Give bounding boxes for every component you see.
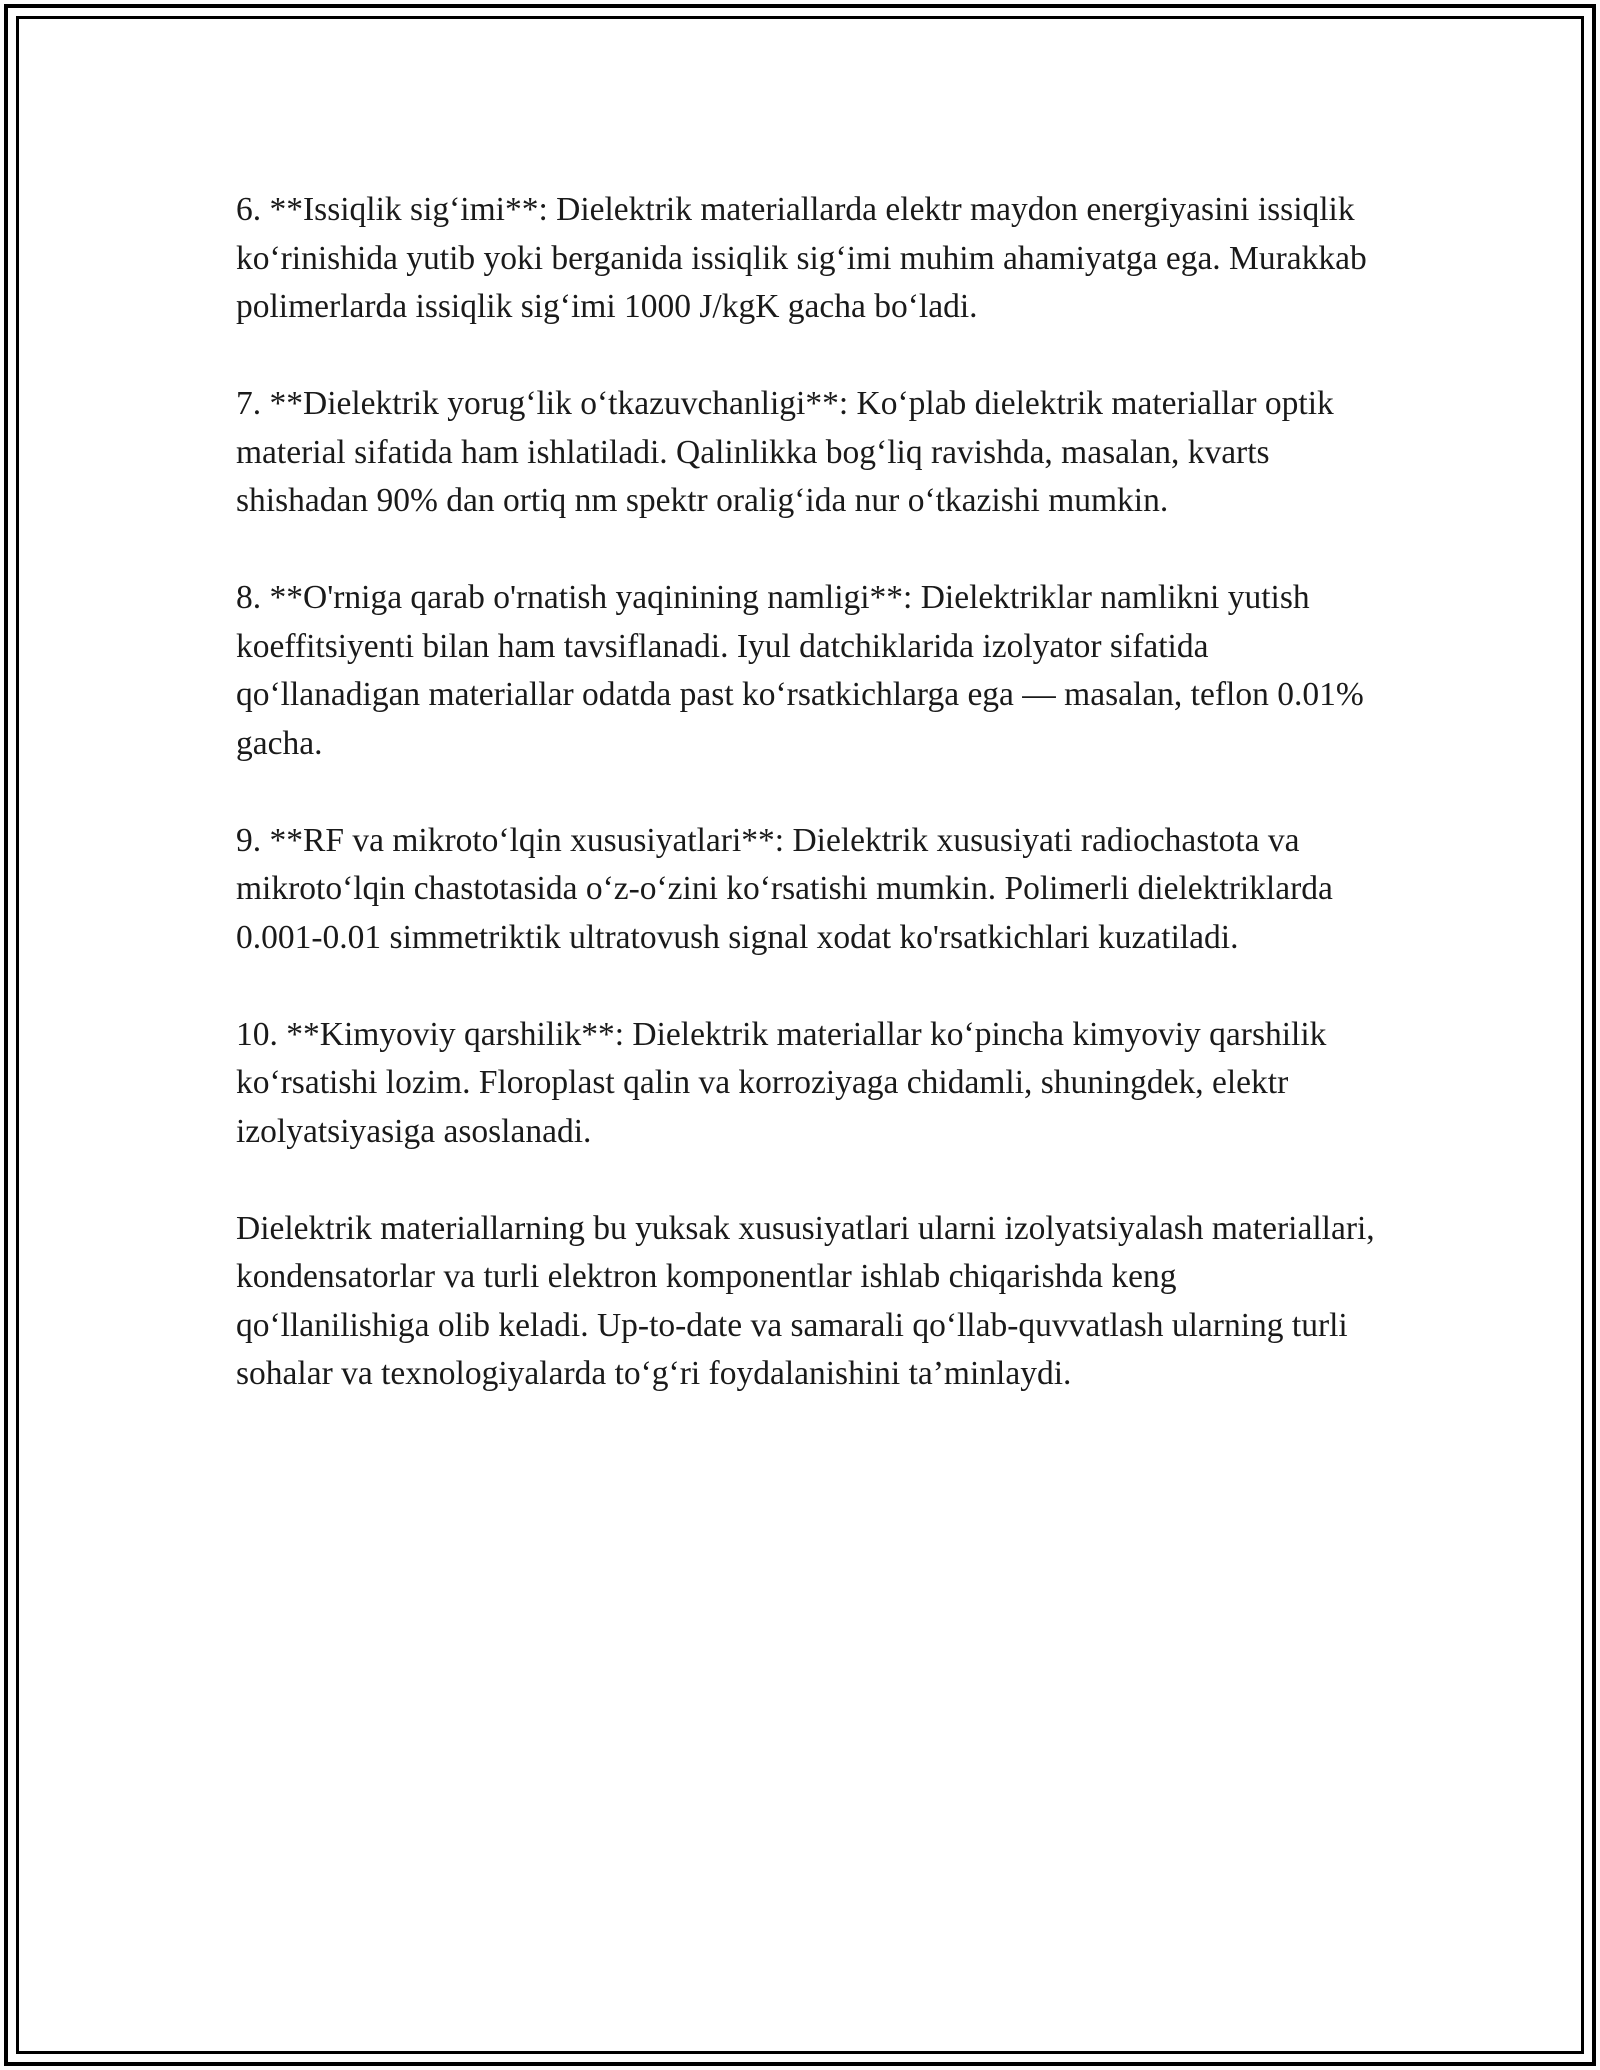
document-body — [236, 186, 1376, 1447]
paragraph-moisture: 8. **O'rniga qarab o'rnatish yaqinining namligi**: Dielektriklar namlikni yutish koeffitsiyenti bilan ham tavsiflanadi. Iyul datchiklarida izolyator sifatida qo‘llanadigan materiallar odatda past ko‘rsatkichlarga ega — masalan, teflon 0.01% gacha. — [236, 579, 1364, 762]
paragraph-rf-microwave: 9. **RF va mikroto‘lqin xususiyatlari**: Dielektrik xususiyati radiochastota va mikroto‘lqin chastotasida o‘z-o‘zini ko‘rsatishi mumkin. Polimerli dielektriklarda 0.001-0.01 simmetriktik ultratovush signal xodat ko'rsatkichlari kuzatiladi. — [236, 821, 1333, 956]
paragraph-chemical-resistance: 10. **Kimyoviy qarshilik**: Dielektrik materiallar ko‘pincha kimyoviy qarshilik ko‘rsatishi lozim. Floroplast qalin va korroziyaga chidamli, shuningdek, elektr izolyatsiyasiga asoslanadi. — [236, 1015, 1327, 1150]
paragraph-conclusion: Dielektrik materiallarning bu yuksak xususiyatlari ularni izolyatsiyalash materiallari, kondensatorlar va turli elektron komponentlar ishlab chiqarishda keng qo‘llanilishiga olib keladi. Up-to-date va samarali qo‘llab-quvvatlash ularning turli sohalar va texnologiyalarda to‘g‘ri foydalanishini ta’minlaydi. — [236, 1209, 1375, 1392]
paragraph-heat-capacity: 6. **Issiqlik sig‘imi**: Dielektrik materiallarda elektr maydon energiyasini issiqlik ko‘rinishida yutib yoki berganida issiqlik sig‘imi muhim ahamiyatga ega. Murakkab polimerlarda issiqlik sig‘imi 1000 J/kgK gacha bo‘ladi. — [236, 191, 1367, 325]
paragraph-light-transmission: 7. **Dielektrik yorug‘lik o‘tkazuvchanligi**: Ko‘plab dielektrik materiallar optik material sifatida ham ishlatiladi. Qalinlikka bog‘liq ravishda, masalan, kvarts shishadan 90% dan ortiq nm spektr oralig‘ida nur o‘tkazishi mumkin. — [236, 385, 1334, 519]
